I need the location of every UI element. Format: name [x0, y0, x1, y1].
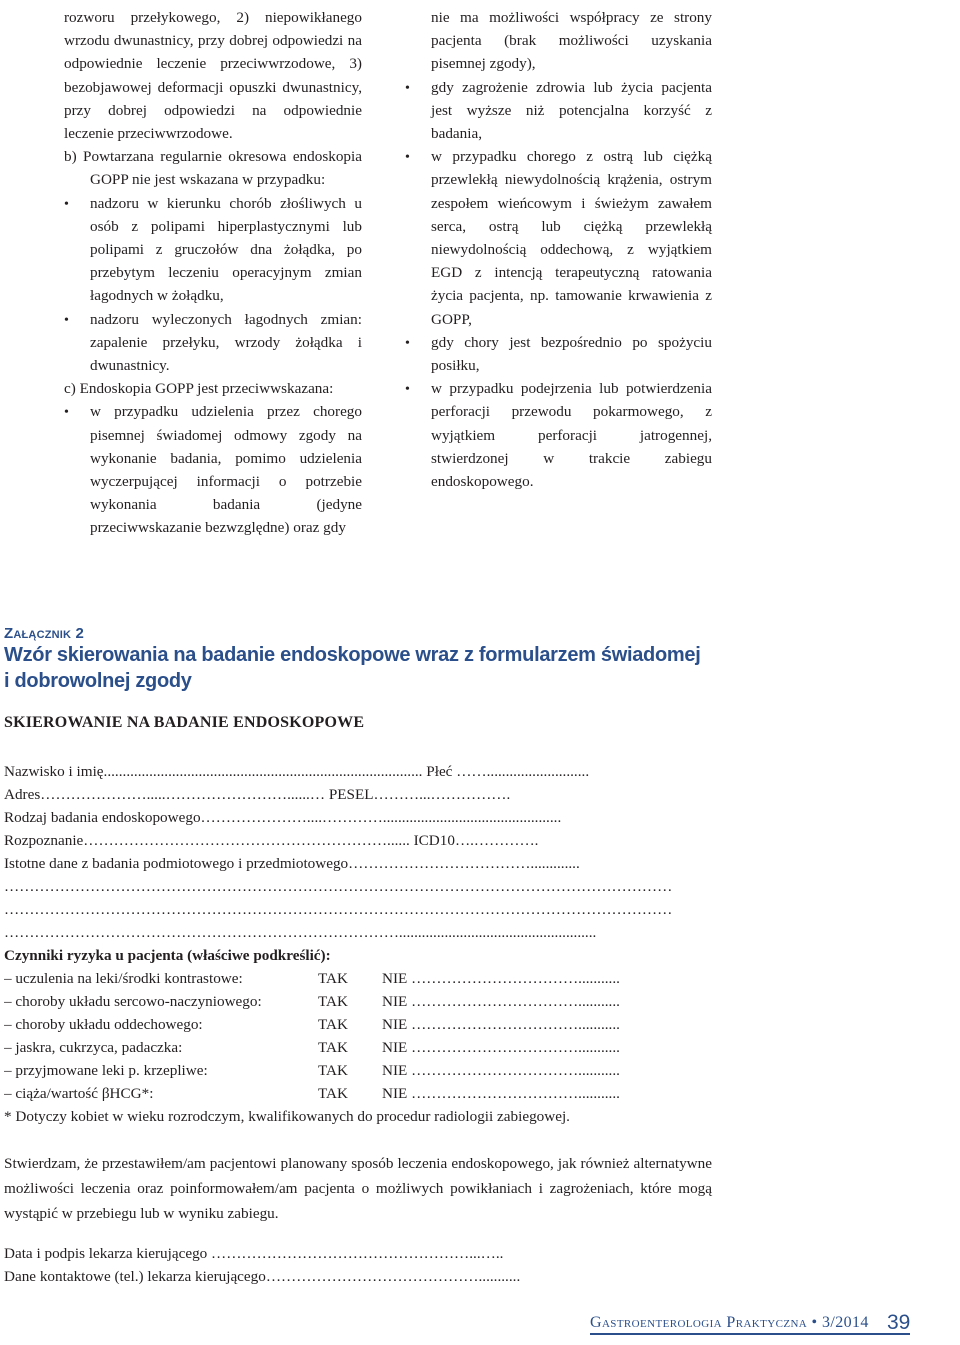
tak-option: TAK	[318, 1062, 348, 1079]
nie-option: NIE ……………………………...........	[382, 1085, 620, 1102]
risk-row: – ciąża/wartość βHCG*: TAK NIE ……………………………...........	[4, 1082, 712, 1105]
bullet-icon	[405, 331, 431, 355]
nie-option: NIE ……………………………...........	[382, 1039, 620, 1056]
annex-title-line2: i dobrowolnej zgody	[4, 670, 192, 692]
section-c-list	[64, 400, 362, 539]
continuation-text: nie ma możliwości współpracy ze strony pacjenta (brak możliwości uzyskania pisemnej zgody),	[431, 9, 712, 73]
bullet-icon	[64, 308, 90, 332]
left-column	[64, 6, 362, 540]
risk-row: – uczulenia na leki/środki kontrastowe: TAK NIE ……………………………...........	[4, 967, 712, 990]
risk-factors-title: Czynniki ryzyka u pacjenta (właściwe podkreślić):	[4, 947, 331, 964]
form-line-exam-type: Rodzaj badania endoskopowego…………………....…………...............................................	[4, 809, 562, 826]
list-item: • nadzoru wyleczonych łagodnych zmian: zapalenie przełyku, wrzody żołądka i dwunastnicy.	[64, 308, 362, 378]
referral-form	[4, 760, 712, 1128]
tak-option: TAK	[318, 1039, 348, 1056]
contact-line: Dane kontaktowe (tel.) lekarza kierującego……………………………………...........	[4, 1268, 521, 1285]
section-b-list	[64, 192, 362, 378]
form-line-blank: ……………………………………………………………………………………………………………………	[4, 878, 673, 895]
bullet-icon	[405, 76, 431, 100]
form-line-blank: ……………………………………………………………………....................................................	[4, 924, 597, 941]
contraindications-list	[405, 76, 712, 494]
footnote: * Dotyczy kobiet w wieku rozrodczym, kwalifikowanych do procedur radiologii zabiegowej.	[4, 1108, 570, 1125]
bullet-icon	[405, 377, 431, 401]
bullet-icon	[64, 400, 90, 424]
nie-option: NIE ……………………………...........	[382, 1016, 620, 1033]
right-column	[405, 6, 712, 493]
tak-option: TAK	[318, 970, 348, 987]
signature-block	[4, 1242, 712, 1288]
physician-statement: Stwierdzam, że przestawiłem/am pacjentowi planowany sposób leczenia endoskopowego, jak również alternatywne możliwości leczenia oraz poinformowałem/am pacjenta o możliwych powikłaniach i zagrożeniach, które mogą wystąpić w przebiegu lub w wyniku zabiegu.	[4, 1155, 712, 1222]
form-line-blank: ……………………………………………………………………………………………………………………	[4, 901, 673, 918]
list-item: • w przypadku udzielenia przez chorego pisemnej świadomej odmowy zgody na wykonanie badania, pomimo udzielenia wyczerpującej informacji o potrzebie wykonania badania (jedyne przeciwwskazanie bezwzględne) oraz gdy	[64, 400, 362, 539]
annex-label: Załącznik 2	[4, 625, 85, 642]
journal-footer: Gastroenterologia Praktyczna • 3/2014	[590, 1314, 869, 1331]
nie-option: NIE ……………………………...........	[382, 1062, 620, 1079]
referral-heading: SKIEROWANIE NA BADANIE ENDOSKOPOWE	[4, 714, 365, 731]
risk-row: – choroby układu sercowo-naczyniowego: TAK NIE ……………………………...........	[4, 990, 712, 1013]
bullet-icon	[405, 145, 431, 169]
intro-paragraph: rozworu przełykowego, 2) niepowikłanego wrzodu dwunastnicy, przy dobrej odpowiedzi na odpowiednie leczenie przeciwwrzodowe, 3) bezobjawowej deformacji opuszki dwunastnicy, przy dobrej odpowiedzi na odpowiednie leczenie przeciwwrzodowe.	[64, 9, 362, 143]
list-item: • nadzoru w kierunku chorób złośliwych u osób z polipami hiperplastycznymi lub polipami z gruczołów dna żołądka, po przebytym leczeniu operacyjnym zmian łagodnych w żołądku,	[64, 192, 362, 308]
tak-option: TAK	[318, 1016, 348, 1033]
annex-title-line1: Wzór skierowania na badanie endoskopowe wraz z formularzem świadomej	[4, 644, 701, 666]
signature-line: Data i podpis lekarza kierującego ……………………………………………...…..	[4, 1245, 504, 1262]
footer-divider	[590, 1333, 910, 1335]
bullet-icon	[64, 192, 90, 216]
nie-option: NIE ……………………………...........	[382, 970, 620, 987]
section-b-heading: b) Powtarzana regularnie okresowa endoskopia GOPP nie jest wskazana w przypadku:	[64, 148, 362, 189]
page-number: 39	[887, 1311, 911, 1334]
tak-option: TAK	[318, 993, 348, 1010]
list-item: • gdy chory jest bezpośrednio po spożyciu posiłku,	[405, 331, 712, 377]
risk-row: – choroby układu oddechowego: TAK NIE ……………………………...........	[4, 1013, 712, 1036]
list-item: • w przypadku chorego z ostrą lub ciężką przewlekłą niewydolnością krążenia, ostrym zespołem wieńcowym i świeżym zawałem serca, ostrą lub ciężką przewlekłą niewydolnością oddechową, z wyjątkiem EGD z intencją terapeutyczną ratowania życia pacjenta, np. tamowanie krwawienia z GOPP,	[405, 145, 712, 331]
tak-option: TAK	[318, 1085, 348, 1102]
form-line-address: Adres………………….....……………………......… PESEL………...…………….	[4, 786, 511, 803]
list-item: • gdy zagrożenie zdrowia lub życia pacjenta jest wyższe niż potencjalna korzyść z badania,	[405, 76, 712, 146]
form-line-name: Nazwisko i imię.................................................................................... Płeć ……...........................	[4, 763, 590, 780]
nie-option: NIE ……………………………...........	[382, 993, 620, 1010]
risk-row: – przyjmowane leki p. krzepliwe: TAK NIE ……………………………...........	[4, 1059, 712, 1082]
risk-row: – jaskra, cukrzyca, padaczka: TAK NIE ……………………………...........	[4, 1036, 712, 1059]
annex-header	[4, 625, 744, 694]
form-line-history: Istotne dane z badania podmiotowego i przedmiotowego……………………………….............	[4, 855, 580, 872]
section-c-heading: c) Endoskopia GOPP jest przeciwwskazana:	[64, 380, 334, 398]
list-item: • w przypadku podejrzenia lub potwierdzenia perforacji przewodu pokarmowego, z wyjątkiem perforacji jatrogennej, stwierdzonej w trakcie zabiegu endoskopowego.	[405, 377, 712, 493]
form-line-diagnosis: Rozpoznanie……………………………………………………...... ICD10….………….	[4, 832, 539, 849]
